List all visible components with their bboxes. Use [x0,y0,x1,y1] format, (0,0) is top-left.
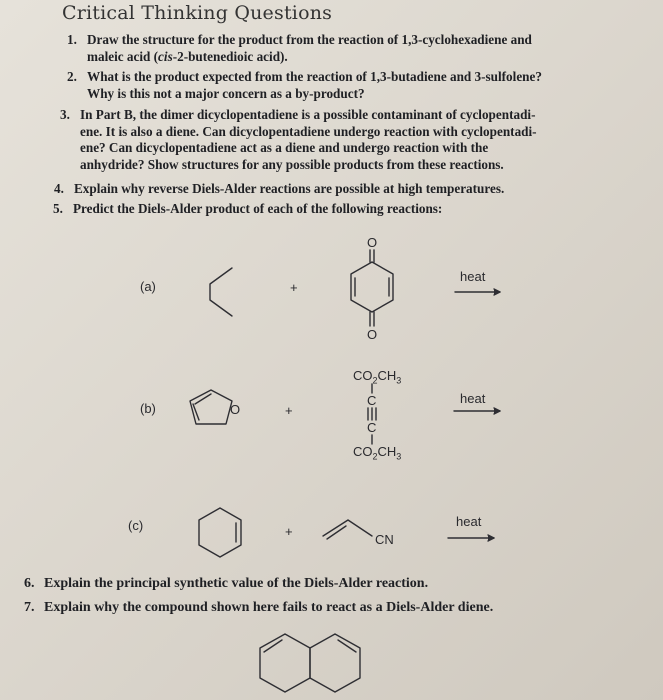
question-text: In Part B, the dimer dicyclopentadiene is a possible contaminant of cyclopentadi- [80,107,536,122]
question-text: ene? Can dicyclopentadiene act as a diene and undergo reaction with the [80,140,489,155]
question-number: 2. [67,69,77,84]
question-7 [24,600,494,617]
furan-structure [190,390,232,424]
question-text: Why is this not a major concern as a by-product? [87,85,365,101]
question-number: 6. [24,576,35,591]
benzoquinone-structure [351,250,393,326]
reaction-b-label: (b) [140,401,156,416]
question-text: What is the product expected from the reaction of 1,3-butadiene and 3-sulfolene? [87,69,542,84]
question-text: Explain why reverse Diels-Alder reactions are possible at high temperatures. [74,181,505,196]
heat-label: heat [460,269,486,284]
question-number: 3. [60,107,70,122]
acrylonitrile-structure [323,520,372,536]
oxygen-atom: O [230,402,241,417]
plus-sign: + [290,280,298,295]
page-title: Critical Thinking Questions [62,2,333,24]
cyclohexene-structure [199,508,241,557]
question-text: Explain the principal synthetic value of the Diels-Alder reaction. [44,576,429,591]
question-number: 1. [67,32,77,47]
oxygen-atom: O [367,235,378,250]
carbon-atom: C [367,420,377,435]
reaction-a-label: (a) [140,279,156,294]
question-text: anhydride? Show structures for any possible products from these reactions. [80,156,504,172]
reaction-c-label: (c) [128,518,144,533]
ester-group: $CO_2CH_3$ [353,368,402,386]
butadiene-structure [210,268,232,316]
question-text: Explain why the compound shown here fails to react as a Diels-Alder diene. [44,600,494,615]
plus-sign: + [285,524,293,539]
ester-group: $CO_2CH_3$ [353,444,402,462]
bicyclic-diene-structure [260,634,360,692]
question-text: ene. It is also a diene. Can dicyclopentadiene undergo reaction with cyclopentadi- [80,123,537,139]
question-6 [24,576,429,593]
heat-label: heat [456,514,482,529]
question-number: 5. [53,201,63,216]
question-text: maleic acid (cis-2-butenedioic acid). [87,48,288,64]
carbon-atom: C [367,393,377,408]
question-text: Draw the structure for the product from the reaction of 1,3-cyclohexadiene and [87,32,532,47]
nitrile-group: CN [375,532,394,547]
question-number: 7. [24,600,35,615]
plus-sign: + [285,403,293,418]
question-number: 4. [54,181,64,196]
question-text: Predict the Diels-Alder product of each of the following reactions: [73,201,443,216]
heat-label: heat [460,391,486,406]
oxygen-atom: O [367,327,378,342]
